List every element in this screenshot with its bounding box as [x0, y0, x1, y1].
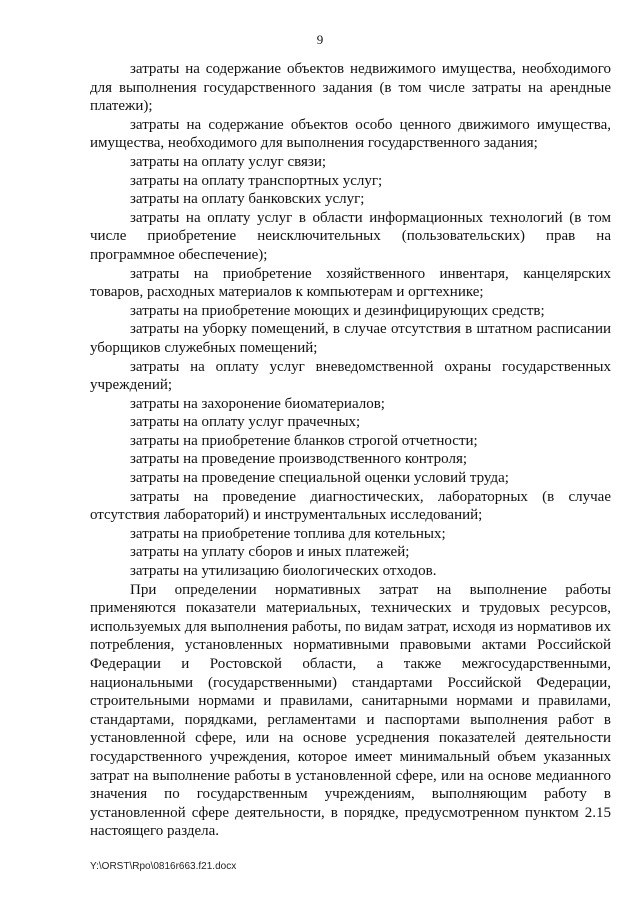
footer-file-path: Y:\ORST\Rpo\0816r663.f21.docx [90, 861, 237, 872]
paragraph-biomaterial-burial-costs: затраты на захоронение биоматериалов; [130, 395, 385, 412]
paragraph-movable-property-costs: затраты на содержание объектов особо ценного движимого имущества, имущества, необходимого для выполнения государственного задания; [90, 116, 611, 152]
paragraph-transport-costs: затраты на оплату транспортных услуг; [130, 172, 383, 189]
paragraph-banking-costs: затраты на оплату банковских услуг; [130, 191, 365, 208]
body-text [90, 60, 611, 841]
paragraph-real-estate-costs: затраты на содержание объектов недвижимого имущества, необходимого для выполнения государственного задания (в том числе затраты на арендные платежи); [90, 61, 611, 115]
paragraph-fees-costs: затраты на уплату сборов и иных платежей; [130, 544, 410, 561]
paragraph-normative-costs-definition: При определении нормативных затрат на выполнение работы применяются показатели материальных, технических и трудовых ресурсов, используемых для выполнения работы, по видам затрат, исходя из нормативов их потребления, установленных нормативными правовыми актами Российской Федерации и Ростовской области, а также межгосударственными, национальными (государственными) стандартами Российской Федерации, строительными нормами и правилами, санитарными нормами и правилами, стандартами, порядками, регламентами и паспортами выполнения работ в установленной сфере, или на основе усреднения показателей деятельности государственного учреждения, которое имеет минимальный объем указанных затрат на выполнение работы в установленной сфере, или на основе медианного значения по государственным учреждениям, выполняющим работу в установленной сфере деятельности, в порядке, предусмотренном пунктом 2.15 настоящего раздела. [90, 581, 611, 840]
paragraph-cleaning-costs: затраты на уборку помещений, в случае отсутствия в штатном расписании уборщиков служебных помещений; [90, 321, 611, 356]
paragraph-waste-disposal-costs: затраты на утилизацию биологических отходов. [130, 563, 437, 580]
paragraph-communication-costs: затраты на оплату услуг связи; [130, 153, 327, 170]
paragraph-inventory-costs: затраты на приобретение хозяйственного инвентаря, канцелярских товаров, расходных материалов к компьютерам и оргтехнике; [90, 265, 611, 301]
paragraph-fuel-costs: затраты на приобретение топлива для котельных; [130, 525, 446, 542]
paragraph-it-costs: затраты на оплату услуг в области информационных технологий (в том числе приобретение неисключительных (пользовательских) прав на программное обеспечение); [90, 209, 611, 263]
paragraph-laundry-costs: затраты на оплату услуг прачечных; [130, 414, 361, 431]
paragraph-forms-costs: затраты на приобретение бланков строгой отчетности; [130, 432, 478, 449]
paragraph-detergent-costs: затраты на приобретение моющих и дезинфицирующих средств; [130, 302, 545, 319]
paragraph-security-costs: затраты на оплату услуг вневедомственной охраны государственных учреждений; [90, 358, 611, 394]
page-number: 9 [316, 32, 324, 47]
paragraph-diagnostics-costs: затраты на проведение диагностических, лабораторных (в случае отсутствия лабораторий) и инструментальных исследований; [90, 488, 611, 524]
paragraph-production-control-costs: затраты на проведение производственного контроля; [130, 451, 468, 468]
paragraph-labor-assessment-costs: затраты на проведение специальной оценки условий труда; [130, 470, 509, 487]
